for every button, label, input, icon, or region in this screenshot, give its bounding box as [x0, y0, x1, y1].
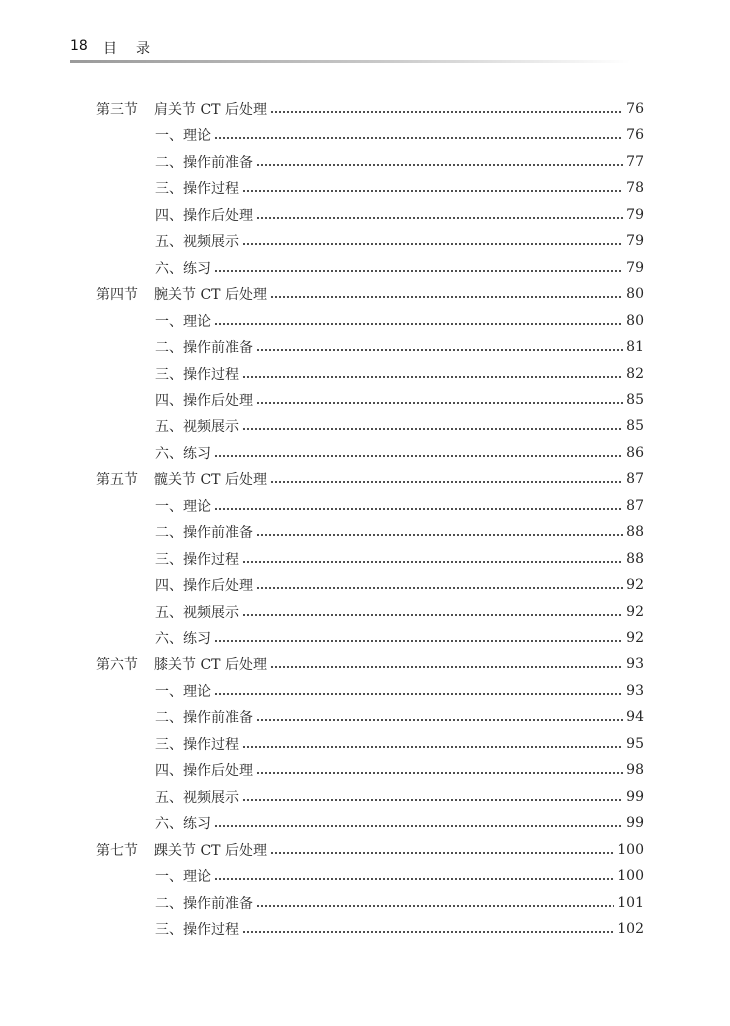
dot-leader	[270, 666, 623, 668]
dot-leader	[242, 243, 623, 245]
toc-page-number: 76	[626, 101, 644, 117]
toc-entry-title: 六、练习	[155, 816, 211, 833]
dot-leader	[214, 508, 623, 510]
toc-entry-title: 二、操作前准备	[155, 710, 253, 727]
toc-entry-title: 四、操作后处理	[155, 207, 253, 224]
dot-leader	[242, 428, 623, 430]
running-header	[70, 38, 630, 58]
toc-subsection-entry[interactable]	[155, 442, 644, 464]
toc-subsection-entry[interactable]	[155, 786, 644, 808]
toc-entry-title: 髋关节 CT 后处理	[154, 472, 267, 489]
toc-section-number: 第六节	[96, 657, 138, 674]
toc-subsection-entry[interactable]	[155, 865, 644, 887]
dot-leader	[256, 587, 623, 589]
toc-page-number: 76	[626, 127, 644, 144]
toc-entry-title: 五、视频展示	[155, 604, 239, 621]
toc-subsection-entry[interactable]	[155, 310, 644, 332]
toc-page-number: 78	[626, 180, 644, 197]
toc-page-number: 77	[626, 153, 644, 170]
toc-page-number: 85	[626, 391, 644, 408]
toc-subsection-entry[interactable]	[155, 759, 644, 781]
toc-page-number: 92	[626, 630, 644, 646]
toc-subsection-entry[interactable]	[155, 124, 644, 146]
dot-leader	[242, 799, 623, 801]
toc-subsection-entry[interactable]	[155, 601, 644, 623]
toc-entry-title: 五、视频展示	[155, 419, 239, 436]
toc-entry-title: 四、操作后处理	[155, 392, 253, 409]
toc-subsection-entry[interactable]	[155, 495, 644, 517]
toc-entry-title: 膝关节 CT 后处理	[154, 657, 267, 674]
toc-entry-title: 六、练习	[155, 260, 211, 277]
dot-leader	[270, 296, 623, 298]
dot-leader	[242, 931, 614, 933]
header-rule	[70, 60, 630, 63]
toc-subsection-entry[interactable]	[155, 336, 644, 358]
toc-entry-title: 一、理论	[155, 683, 211, 700]
toc-entry-title: 肩关节 CT 后处理	[154, 102, 267, 118]
toc-subsection-entry[interactable]	[155, 680, 644, 702]
toc-subsection-entry[interactable]	[155, 521, 644, 543]
toc-entry-title: 三、操作过程	[155, 181, 239, 198]
toc-subsection-entry[interactable]	[155, 548, 644, 570]
toc-section-entry[interactable]	[96, 468, 644, 490]
dot-leader	[256, 772, 623, 774]
toc-page-number: 99	[626, 788, 644, 805]
dot-leader	[242, 746, 623, 748]
toc-page-number: 86	[626, 444, 644, 461]
toc-page-number: 93	[626, 682, 644, 699]
header-title-part2: 录	[136, 41, 150, 57]
toc-page-number: 80	[626, 286, 644, 303]
toc-subsection-entry[interactable]	[155, 257, 644, 279]
dot-leader	[256, 164, 623, 166]
toc-subsection-entry[interactable]	[155, 892, 644, 914]
toc-subsection-entry[interactable]	[155, 918, 644, 940]
dot-leader	[214, 640, 623, 642]
dot-leader	[214, 825, 623, 827]
dot-leader	[256, 905, 614, 907]
dot-leader	[270, 852, 614, 854]
toc-subsection-entry[interactable]	[155, 230, 644, 252]
toc-subsection-entry[interactable]	[155, 574, 644, 596]
dot-leader	[256, 534, 623, 536]
toc-page-number: 79	[626, 206, 644, 223]
toc-entry-title: 踝关节 CT 后处理	[154, 842, 267, 859]
toc-page-number: 79	[626, 259, 644, 276]
toc-page-number: 87	[626, 471, 644, 488]
toc-page-number: 100	[617, 868, 644, 885]
dot-leader	[242, 561, 623, 563]
dot-leader	[256, 402, 623, 404]
toc-page-number: 79	[626, 233, 644, 250]
toc-page-number: 99	[626, 815, 644, 832]
header-title-part1: 目	[103, 41, 117, 57]
toc-subsection-entry[interactable]	[155, 151, 644, 173]
toc-section-number: 第四节	[96, 287, 138, 304]
toc-page-number: 81	[626, 339, 644, 356]
toc-subsection-entry[interactable]	[155, 363, 644, 385]
toc-section-entry[interactable]	[96, 653, 644, 675]
dot-leader	[214, 137, 623, 139]
dot-leader	[242, 614, 623, 616]
toc-entry-title: 五、视频展示	[155, 789, 239, 806]
toc-subsection-entry[interactable]	[155, 706, 644, 728]
toc-entry-title: 二、操作前准备	[155, 154, 253, 171]
toc-subsection-entry[interactable]	[155, 627, 644, 649]
toc-entry-title: 六、练习	[155, 631, 211, 647]
toc-subsection-entry[interactable]	[155, 177, 644, 199]
toc-page-number: 95	[626, 735, 644, 752]
toc-entry-title: 一、理论	[155, 313, 211, 330]
page-number: 18	[70, 38, 88, 54]
toc-page-number: 94	[626, 709, 644, 726]
dot-leader	[214, 455, 623, 457]
dot-leader	[270, 481, 623, 483]
toc-page-number: 93	[626, 656, 644, 673]
toc-section-entry[interactable]	[96, 283, 644, 305]
toc-page-number: 80	[626, 312, 644, 329]
toc-entry-title: 六、练习	[155, 445, 211, 462]
toc-subsection-entry[interactable]	[155, 389, 644, 411]
toc-entry-title: 四、操作后处理	[155, 578, 253, 595]
toc-page-number: 85	[626, 418, 644, 435]
toc-page-number: 88	[626, 550, 644, 567]
dot-leader	[214, 878, 614, 880]
dot-leader	[214, 693, 623, 695]
toc-page-number: 100	[617, 841, 644, 858]
toc-page-number: 92	[626, 603, 644, 620]
toc-entry-title: 腕关节 CT 后处理	[154, 287, 267, 304]
toc-subsection-entry[interactable]	[155, 415, 644, 437]
dot-leader	[242, 190, 623, 192]
toc-entry-title: 三、操作过程	[155, 366, 239, 383]
toc-page-number: 82	[626, 365, 644, 382]
dot-leader	[270, 111, 623, 113]
toc-entry-title: 一、理论	[155, 128, 211, 145]
toc-page-number: 102	[617, 920, 644, 937]
dot-leader	[214, 323, 623, 325]
toc-entry-title: 四、操作后处理	[155, 763, 253, 780]
toc-entry-title: 三、操作过程	[155, 551, 239, 568]
toc-entry-title: 一、理论	[155, 869, 211, 886]
toc-entry-title: 一、理论	[155, 498, 211, 515]
toc-subsection-entry[interactable]	[155, 733, 644, 755]
toc-section-number: 第五节	[96, 472, 138, 489]
toc-page-number: 98	[626, 762, 644, 779]
dot-leader	[242, 376, 623, 378]
toc-section-number: 第七节	[96, 842, 138, 859]
dot-leader	[214, 270, 623, 272]
toc-page-number: 92	[626, 577, 644, 594]
toc-section-entry[interactable]	[96, 98, 644, 120]
toc-section-entry[interactable]	[96, 839, 644, 861]
toc-subsection-entry[interactable]	[155, 204, 644, 226]
toc-entry-title: 三、操作过程	[155, 736, 239, 753]
toc-page-number: 88	[626, 524, 644, 541]
toc-entry-title: 二、操作前准备	[155, 340, 253, 357]
toc-entry-title: 二、操作前准备	[155, 895, 253, 912]
dot-leader	[256, 349, 623, 351]
toc-entry-title: 三、操作过程	[155, 921, 239, 938]
toc-subsection-entry[interactable]	[155, 812, 644, 834]
dot-leader	[256, 217, 623, 219]
toc-entry-title: 五、视频展示	[155, 234, 239, 251]
dot-leader	[256, 719, 623, 721]
toc-page-number: 87	[626, 497, 644, 514]
toc-section-number: 第三节	[96, 102, 138, 118]
toc-page-number: 101	[617, 894, 644, 911]
toc-entry-title: 二、操作前准备	[155, 525, 253, 542]
